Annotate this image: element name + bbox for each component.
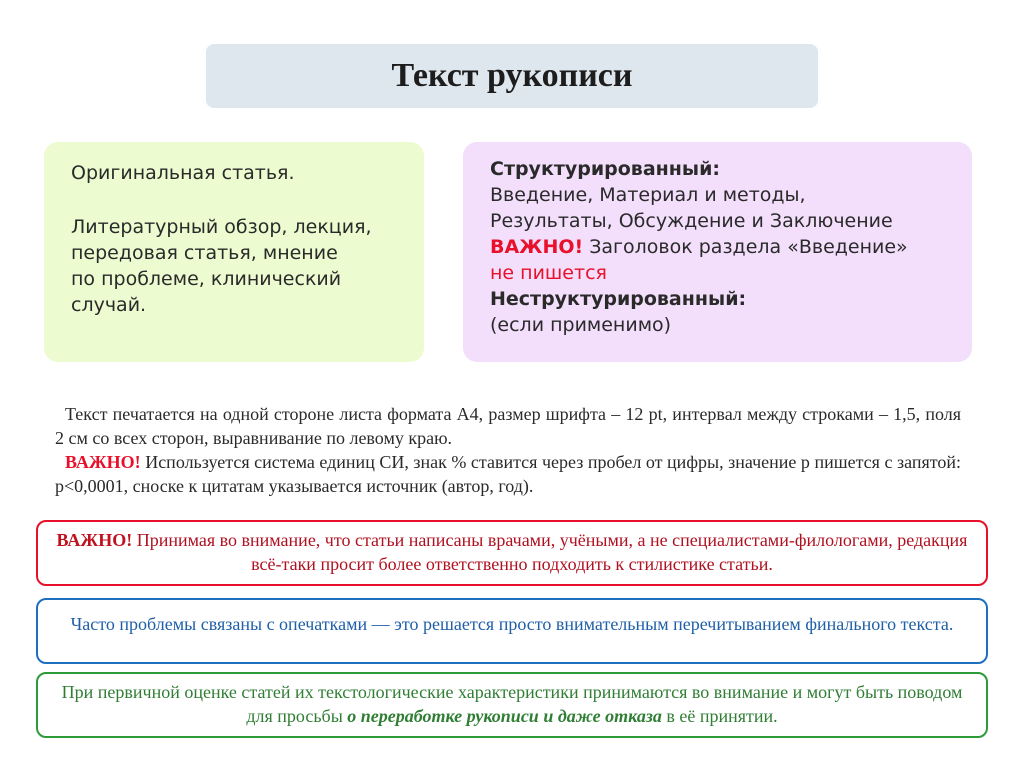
spacer xyxy=(71,186,404,214)
formatting-paragraph: Текст печатается на одной стороне листа формата А4, размер шрифта – 12 pt, интервал между строками – 1,5, поля 2 см со всех сторон, выравнивание по левому краю. xyxy=(55,404,961,448)
important-text: Заголовок раздела «Введение» xyxy=(583,236,908,258)
other-article-types-line: случай. xyxy=(71,294,147,316)
unstructured-label: Неструктурированный: xyxy=(490,288,747,310)
style-warning-callout xyxy=(36,520,988,586)
sections-line: Введение, Материал и методы, xyxy=(490,184,806,206)
important-label: ВАЖНО! xyxy=(65,452,141,472)
important-label: ВАЖНО! xyxy=(490,236,584,258)
important-note xyxy=(490,234,962,260)
evaluation-text-end: в её принятии. xyxy=(661,706,778,726)
sections-line: Результаты, Обсуждение и Заключение xyxy=(490,210,893,232)
page-title: Текст рукописи xyxy=(206,44,818,108)
evaluation-text-start: При первичной оценке статей их текстологические характеристики принимаются во внимание и могут быть поводом для просьбы xyxy=(61,682,963,726)
original-article-text: Оригинальная статья. xyxy=(71,162,295,184)
evaluation-emphasis: о переработке рукописи и даже отказа xyxy=(347,706,662,726)
other-article-types-line: по проблеме, клинический xyxy=(71,268,342,290)
important-label: ВАЖНО! xyxy=(56,530,133,550)
typo-tip-text: Часто проблемы связаны с опечатками — это решается просто внимательным перечитыванием финального текста. xyxy=(70,614,954,634)
not-written-text: не пишется xyxy=(490,262,607,284)
typo-tip-callout xyxy=(36,598,988,664)
structured-label: Структурированный: xyxy=(490,158,720,180)
units-paragraph xyxy=(55,450,961,498)
style-warning-text: Принимая во внимание, что статьи написаны врачами, учёными, а не специалистами-филологами, редакция всё-таки просит более ответственно подходить к стилистике статьи. xyxy=(132,530,968,574)
article-types-box xyxy=(44,142,424,362)
evaluation-note-callout xyxy=(36,672,988,738)
units-text: Используется система единиц СИ, знак % ставится через пробел от цифры, значение р пишется с запятой: р<0,0001, сноске к цитатам указывается источник (автор, год). xyxy=(55,452,961,496)
structure-box xyxy=(463,142,972,362)
other-article-types-line: Литературный обзор, лекция, xyxy=(71,216,372,238)
formatting-rules xyxy=(55,402,961,498)
if-applicable-text: (если применимо) xyxy=(490,314,672,336)
other-article-types-line: передовая статья, мнение xyxy=(71,242,338,264)
